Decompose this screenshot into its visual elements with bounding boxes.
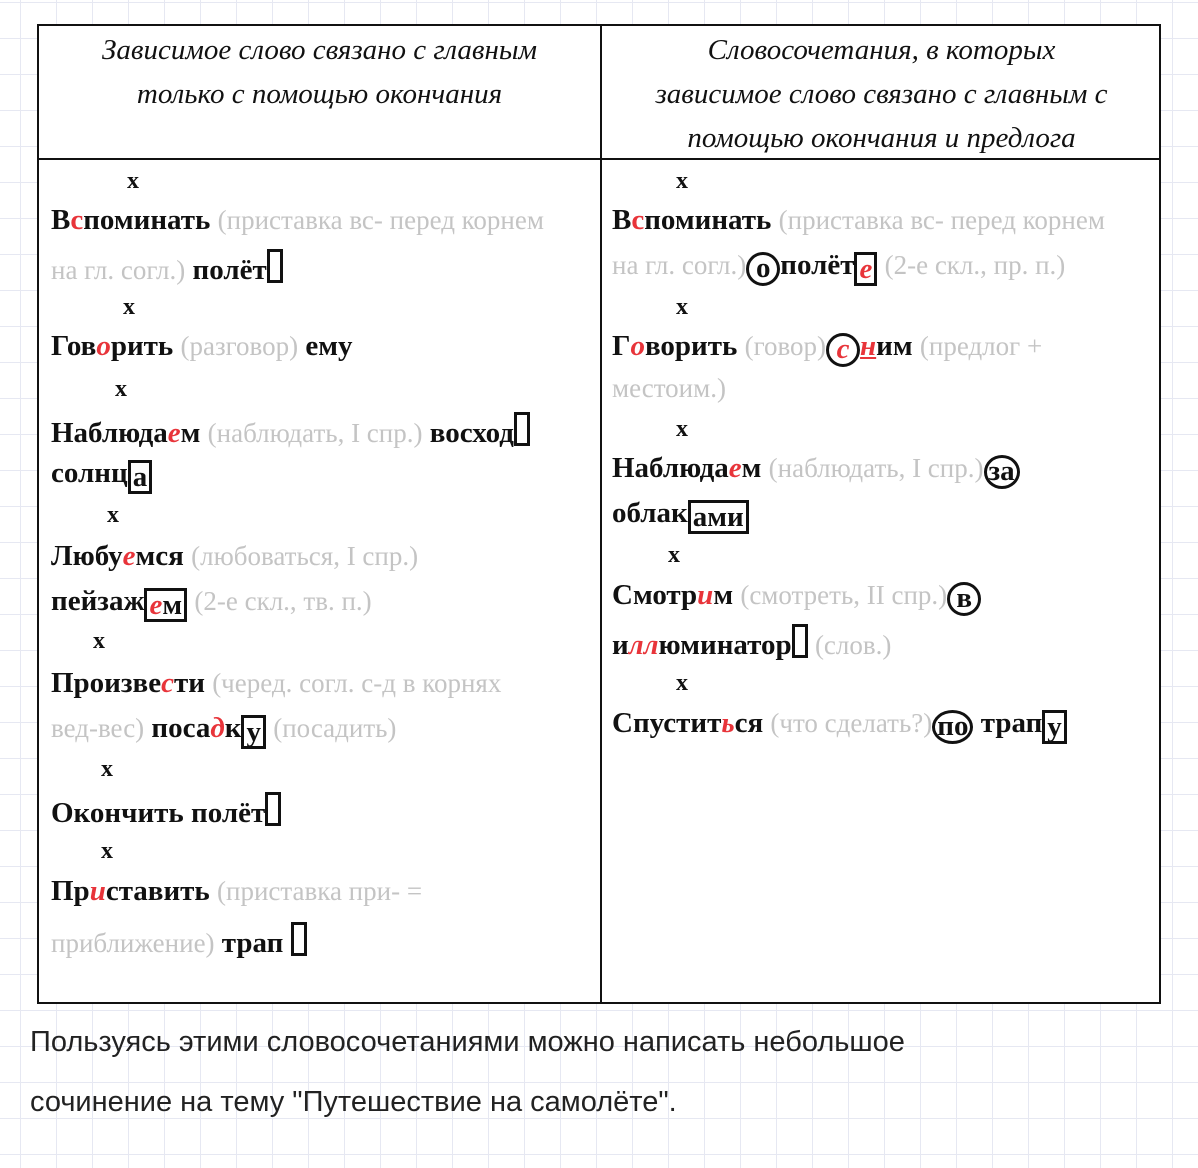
ending-box xyxy=(267,249,283,283)
ending-box: е xyxy=(854,252,877,286)
phrase-line: вед-вес) посадк у (посадить) xyxy=(51,712,397,748)
preposition-circle: в xyxy=(947,582,981,616)
right-column-header xyxy=(602,28,1161,160)
ending-box xyxy=(514,412,530,446)
phrase-line: Говорить (говор) с ним (предлог + xyxy=(612,330,1043,365)
phrase-line: облак ами xyxy=(612,497,749,534)
ending-box: а xyxy=(128,460,153,494)
column-divider xyxy=(600,26,602,1002)
phrase-line: Говорить (разговор) ему xyxy=(51,330,353,362)
preposition-circle: о xyxy=(746,252,780,286)
preposition-circle: по xyxy=(932,710,973,744)
phrase-line: Спуститься (что сделать?) по трап у xyxy=(612,707,1067,744)
phrase-line: Наблюдаем (наблюдать, I спр.) восход xyxy=(51,412,530,450)
phrase-line: Окончить полёт xyxy=(51,792,281,830)
marker-x: x xyxy=(115,376,127,402)
word-combination-table xyxy=(37,24,1161,1004)
marker-x: x xyxy=(668,542,680,568)
preposition-circle: с xyxy=(826,333,860,367)
ending-box: у xyxy=(241,715,266,749)
left-header-line: Зависимое слово связано с главным xyxy=(102,34,537,66)
left-header-line: только с помощью окончания xyxy=(136,78,503,110)
marker-x: x xyxy=(107,502,119,528)
phrase-line: на гл. согл.) полёт xyxy=(51,249,283,287)
phrase-line: приближение) трап xyxy=(51,922,307,960)
phrase-line: Вспоминать (приставка вс- перед корнем xyxy=(51,204,544,236)
phrase-line: местоим.) xyxy=(612,373,726,403)
ending-box: ем xyxy=(144,588,187,622)
marker-x: x xyxy=(676,670,688,696)
marker-x: x xyxy=(127,168,139,194)
right-header-line: зависимое слово связано с главным с xyxy=(655,78,1108,110)
ending-box xyxy=(792,624,808,658)
left-column-header xyxy=(39,28,600,116)
marker-x: x xyxy=(676,168,688,194)
preposition-circle: за xyxy=(984,455,1020,489)
marker-x: x xyxy=(676,416,688,442)
phrase-line: Вспоминать (приставка вс- перед корнем xyxy=(612,204,1105,236)
marker-x: x xyxy=(93,628,105,654)
ending-box: у xyxy=(1042,710,1067,744)
marker-x: x xyxy=(101,756,113,782)
footer-text-line-1: Пользуясь этими словосочетаниями можно написать небольшое xyxy=(30,1026,905,1058)
ending-box xyxy=(291,922,307,956)
phrase-line: пейзаж ем (2-е скл., тв. п.) xyxy=(51,585,372,621)
right-header-line: помощью окончания и предлога xyxy=(687,122,1076,154)
footer-text-line-2: сочинение на тему "Путешествие на самолёте". xyxy=(30,1086,677,1118)
marker-x: x xyxy=(676,294,688,320)
right-header-line: Словосочетания, в которых xyxy=(707,34,1056,66)
ending-box xyxy=(265,792,281,826)
phrase-line: Любуемся (любоваться, I спр.) xyxy=(51,540,419,572)
phrase-line: Произвести (черед. согл. с-д в корнях xyxy=(51,667,502,699)
ending-box: ами xyxy=(688,500,749,534)
phrase-line: солнц а xyxy=(51,457,152,494)
phrase-line: на гл. согл.) о полёт е (2-е скл., пр. п.) xyxy=(612,249,1066,285)
phrase-line: Смотрим (смотреть, II спр.) в xyxy=(612,579,981,616)
marker-x: x xyxy=(101,838,113,864)
marker-x: x xyxy=(123,294,135,320)
phrase-line: иллюминатор (слов.) xyxy=(612,624,891,662)
phrase-line: Наблюдаем (наблюдать, I спр.) за xyxy=(612,452,1020,489)
phrase-line: Приставить (приставка при- = xyxy=(51,875,423,907)
